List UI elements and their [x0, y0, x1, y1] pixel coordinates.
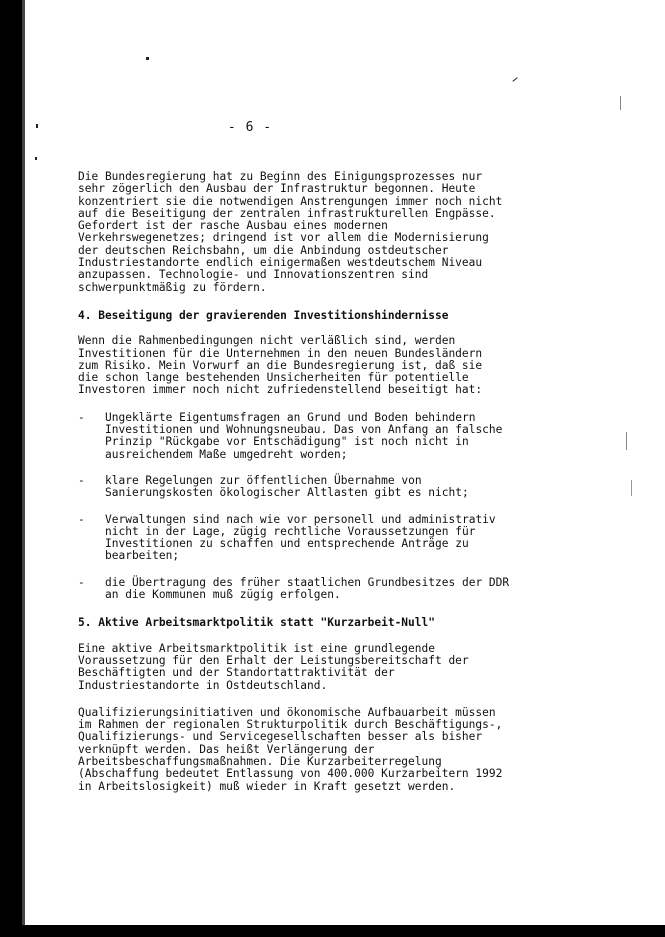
scan-left-border-shadow — [22, 0, 25, 937]
bullet-dash: - — [78, 575, 85, 589]
scan-speck — [626, 432, 627, 450]
section-4-bullet-list — [78, 412, 533, 602]
scan-bottom-border — [0, 925, 665, 937]
document-body — [78, 171, 533, 808]
bullet-dash: - — [78, 410, 85, 424]
intro-paragraph: Die Bundesregierung hat zu Beginn des Einigungsprozesses nur sehr zögerlich den Ausbau der Infrastruktur begonnen. Heute konzentriert sie die notwendigen Anstrengungen immer noch nicht auf die Beseitigung der zentralen infrastrukturellen Engpässe. Gefordert ist der rasche Ausbau eines modernen Verkehrswegenetzes; dringend ist vor allem die Modernisierung der deutschen Reichsbahn, um die Anbindung ostdeutscher Industriestandorte endlich einigermaßen westdeutschem Niveau anzupassen. Technologie- und Innovationszentren sind schwerpunktmäßig zu fördern. — [78, 170, 503, 294]
section-5-paragraph-1: Eine aktive Arbeitsmarktpolitik ist eine grundlegende Voraussetzung für den Erhalt der Leistungsbereitschaft der Beschäftigten und der Standortattraktivität der Industriestandorte in Ostdeutschland. — [78, 641, 469, 692]
scan-speck — [631, 480, 632, 496]
scan-speck — [146, 57, 149, 60]
bullet-text: Verwaltungen sind nach wie vor personell und administrativ nicht in der Lage, zügig rechtliche Voraussetzungen für Investitionen zu schaffen und entsprechende Anträge zu bearbeiten; — [105, 512, 496, 563]
bullet-dash: - — [78, 512, 85, 526]
scan-left-border — [0, 0, 22, 937]
bullet-item — [78, 514, 533, 563]
bullet-text: Ungeklärte Eigentumsfragen an Grund und Boden behindern Investitionen und Wohnungsneubau. Das von Anfang an falsche Prinzip "Rückgabe vor Entschädigung" ist noch nicht in ausreichendem Maße umgedreht worden; — [105, 410, 503, 461]
page-number: - 6 - — [227, 120, 273, 135]
bullet-text: die Übertragung des früher staatlichen Grundbesitzes der DDR an die Kommunen muß zügig erfolgen. — [105, 575, 510, 602]
scan-speck — [35, 157, 37, 160]
bullet-item — [78, 412, 533, 461]
section-4-heading: 4. Beseitigung der gravierenden Investitionshindernisse — [78, 308, 449, 322]
section-5-heading: 5. Aktive Arbeitsmarktpolitik statt "Kurzarbeit-Null" — [78, 616, 435, 630]
bullet-text: klare Regelungen zur öffentlichen Übernahme von Sanierungskosten ökologischer Altlasten gibt es nicht; — [105, 473, 469, 500]
scan-speck — [512, 77, 517, 82]
bullet-item — [78, 577, 533, 602]
bullet-item — [78, 475, 533, 500]
bullet-dash: - — [78, 473, 85, 487]
section-5-paragraph-2: Qualifizierungsinitiativen und ökonomische Aufbauarbeit müssen im Rahmen der regionalen Strukturpolitik durch Beschäftigungs-, Qualifizierungs- und Servicegesellschaften besser als bisher verknüpft werden. Das heißt Verlängerung der Arbeitsbeschaffungsmaßnahmen. Die Kurzarbeiterregelung (Abschaffung bedeutet Entlassung von 400.000 Kurzarbeitern 1992 in Arbeitslosigkeit) muß wieder in Kraft gesetzt werden. — [78, 705, 503, 793]
scan-speck — [620, 96, 621, 110]
section-4-paragraph: Wenn die Rahmenbedingungen nicht verläßlich sind, werden Investitionen für die Unternehmen in den neuen Bundesländern zum Risiko. Mein Vorwurf an die Bundesregierung ist, daß sie die schon lange bestehenden Unsicherheiten für potentielle Investoren immer noch nicht zufriedenstellend beseitigt hat: — [78, 334, 483, 397]
